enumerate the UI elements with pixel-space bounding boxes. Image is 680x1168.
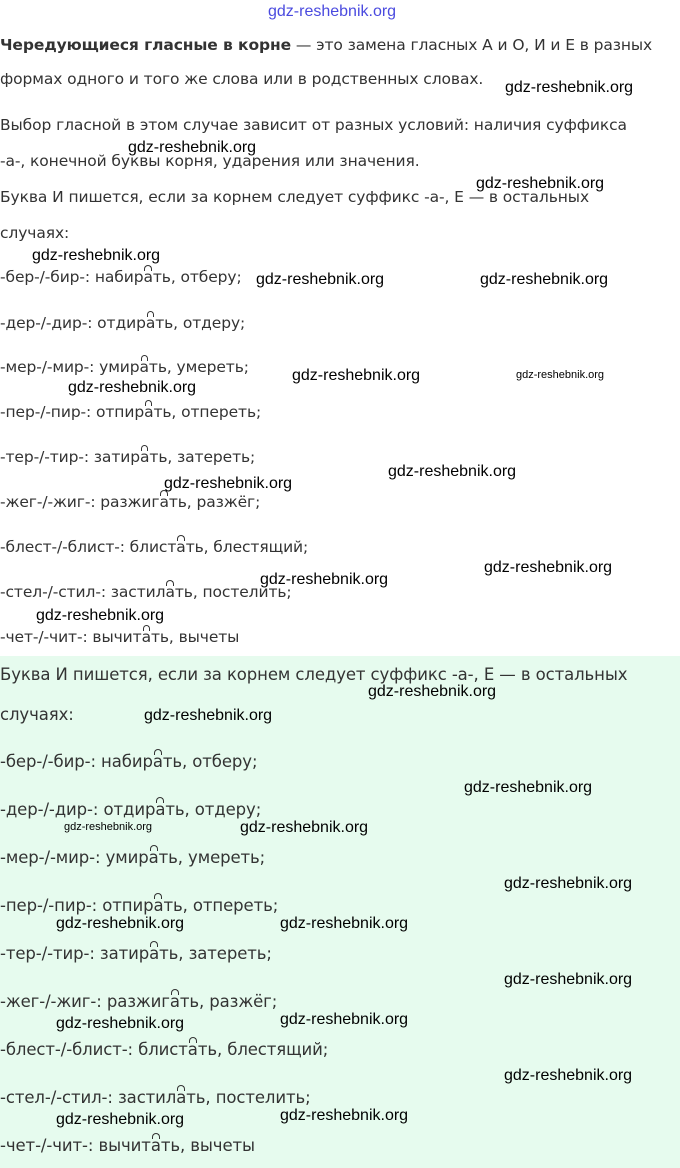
watermark: gdz-reshebnik.org xyxy=(388,463,517,480)
watermark: gdz-reshebnik.org xyxy=(128,139,257,156)
example-root: -дер-/-дир-: отдир xyxy=(0,800,156,819)
watermark: gdz-reshebnik.org xyxy=(260,571,389,588)
watermark: gdz-reshebnik.org xyxy=(476,175,605,192)
example-root: -бер-/-бир-: набир xyxy=(0,268,144,286)
example-root: -жег-/-жиг-: разжиг xyxy=(0,992,170,1011)
watermark: gdz-reshebnik.org xyxy=(292,367,421,384)
example-words: ть, разжёг; xyxy=(179,992,278,1011)
example-root: -стел-/-стил-: застил xyxy=(0,583,166,601)
example-words: ть, постелить; xyxy=(174,583,292,601)
example-words: ть, вычеты xyxy=(150,628,240,646)
intro-line-2: формах одного и того же слова или в родственных словах. xyxy=(0,70,484,88)
example-line xyxy=(0,992,277,1011)
suffix-mark: а xyxy=(165,583,175,601)
suffix-mark: а xyxy=(149,944,160,963)
watermark: gdz-reshebnik.org xyxy=(56,1015,185,1032)
suffix-mark: а xyxy=(144,403,154,421)
example-root: -тер-/-тир-: затир xyxy=(0,944,150,963)
example-root: -мер-/-мир-: умир xyxy=(0,848,149,867)
suffix-mark: а xyxy=(152,752,163,771)
example-words: ть, умереть; xyxy=(158,848,266,867)
example-line xyxy=(0,800,261,819)
suffix-mark: а xyxy=(176,538,186,556)
watermark: gdz-reshebnik.org xyxy=(164,475,293,492)
watermark: gdz-reshebnik.org xyxy=(516,369,605,381)
suffix-mark: а xyxy=(153,896,164,915)
suffix-mark: а xyxy=(139,448,150,466)
example-line xyxy=(0,314,245,332)
suffix-mark: а xyxy=(139,358,149,376)
suffix-mark: а xyxy=(150,1136,161,1155)
example-words: ть, умереть; xyxy=(148,358,249,376)
example-words: ть, отдеру; xyxy=(155,314,246,332)
suffix-mark: а xyxy=(143,268,153,286)
watermark: gdz-reshebnik.org xyxy=(56,1111,185,1128)
watermark: gdz-reshebnik.org xyxy=(64,821,153,833)
example-root: -блест-/-блист-: блист xyxy=(0,538,177,556)
example-root: -бер-/-бир-: набир xyxy=(0,752,153,771)
suffix-mark: а xyxy=(176,1088,187,1107)
suffix-mark: а xyxy=(145,314,156,332)
example-line xyxy=(0,268,242,286)
example-words: ть, разжёг; xyxy=(168,493,261,511)
example-line xyxy=(0,628,239,646)
example-words: ть, отдеру; xyxy=(165,800,262,819)
suffix-mark: а xyxy=(187,1040,198,1059)
watermark: gdz-reshebnik.org xyxy=(504,1067,633,1084)
example-line xyxy=(0,403,261,421)
example-words: ть, отберу; xyxy=(152,268,242,286)
watermark: gdz-reshebnik.org xyxy=(280,1107,409,1124)
example-line xyxy=(0,583,292,601)
example-words: ть, затереть; xyxy=(159,944,272,963)
example-root: -жег-/-жиг-: разжиг xyxy=(0,493,160,511)
example-line xyxy=(0,752,257,771)
example-line xyxy=(0,1040,328,1059)
watermark: gdz-reshebnik.org xyxy=(464,779,593,796)
intro-line-3: Выбор гласной в этом случае зависит от разных условий: наличия суффикса xyxy=(0,116,627,134)
example-root: -стел-/-стил-: застил xyxy=(0,1088,177,1107)
example-line xyxy=(0,896,278,915)
example-words: ть, блестящий; xyxy=(185,538,309,556)
watermark: gdz-reshebnik.org xyxy=(36,607,165,624)
intro-line-4: -а-, конечной буквы корня, ударения или значения. xyxy=(0,152,420,170)
watermark: gdz-reshebnik.org xyxy=(504,875,633,892)
rule-line-1: Буква И пишется, если за корнем следует суффикс -а-, Е — в остальных xyxy=(0,188,590,206)
suffix-mark: а xyxy=(141,628,151,646)
example-line xyxy=(0,848,265,867)
watermark-top: gdz-reshebnik.org xyxy=(268,3,397,20)
example-words: ть, вычеты xyxy=(160,1136,255,1155)
example-line xyxy=(0,358,249,376)
example-root: -мер-/-мир-: умир xyxy=(0,358,140,376)
example-words: ть, постелить; xyxy=(186,1088,311,1107)
suffix-mark: а xyxy=(159,493,169,511)
watermark: gdz-reshebnik.org xyxy=(280,915,409,932)
watermark: gdz-reshebnik.org xyxy=(68,379,197,396)
suffix-mark: а xyxy=(155,800,166,819)
example-root: -дер-/-дир-: отдир xyxy=(0,314,146,332)
watermark: gdz-reshebnik.org xyxy=(144,707,273,724)
example-words: ть, отпереть; xyxy=(163,896,279,915)
example-line xyxy=(0,944,272,963)
example-root: -пер-/-пир-: отпир xyxy=(0,403,145,421)
example-root: -пер-/-пир-: отпир xyxy=(0,896,154,915)
watermark: gdz-reshebnik.org xyxy=(504,971,633,988)
example-words: ть, отпереть; xyxy=(153,403,262,421)
rule2-line-2: случаях: xyxy=(0,705,74,724)
example-root: -чет-/-чит-: вычит xyxy=(0,1136,151,1155)
watermark: gdz-reshebnik.org xyxy=(505,79,634,96)
example-line xyxy=(0,448,255,466)
watermark: gdz-reshebnik.org xyxy=(368,683,497,700)
example-line xyxy=(0,1088,311,1107)
example-root: -чет-/-чит-: вычит xyxy=(0,628,142,646)
rule-line-2: случаях: xyxy=(0,224,70,242)
term-bold: Чередующиеся гласные в корне xyxy=(0,36,292,54)
watermark: gdz-reshebnik.org xyxy=(240,819,369,836)
suffix-mark: а xyxy=(169,992,180,1011)
example-words: ть, отберу; xyxy=(162,752,258,771)
suffix-mark: а xyxy=(148,848,159,867)
example-words: ть, блестящий; xyxy=(197,1040,329,1059)
watermark: gdz-reshebnik.org xyxy=(32,247,161,264)
intro-line-1: Чередующиеся гласные в корне — это замена гласных А и О, И и Е в разных xyxy=(0,36,653,54)
rule2-line-1: Буква И пишется, если за корнем следует суффикс -а-, Е — в остальных xyxy=(0,665,628,684)
watermark: gdz-reshebnik.org xyxy=(56,915,185,932)
watermark: gdz-reshebnik.org xyxy=(484,559,613,576)
example-line xyxy=(0,493,260,511)
example-root: -тер-/-тир-: затир xyxy=(0,448,140,466)
example-root: -блест-/-блист-: блист xyxy=(0,1040,188,1059)
example-line xyxy=(0,1136,255,1155)
example-line xyxy=(0,538,308,556)
watermark: gdz-reshebnik.org xyxy=(256,271,385,288)
example-words: ть, затереть; xyxy=(149,448,256,466)
watermark: gdz-reshebnik.org xyxy=(480,271,609,288)
watermark: gdz-reshebnik.org xyxy=(280,1011,409,1028)
